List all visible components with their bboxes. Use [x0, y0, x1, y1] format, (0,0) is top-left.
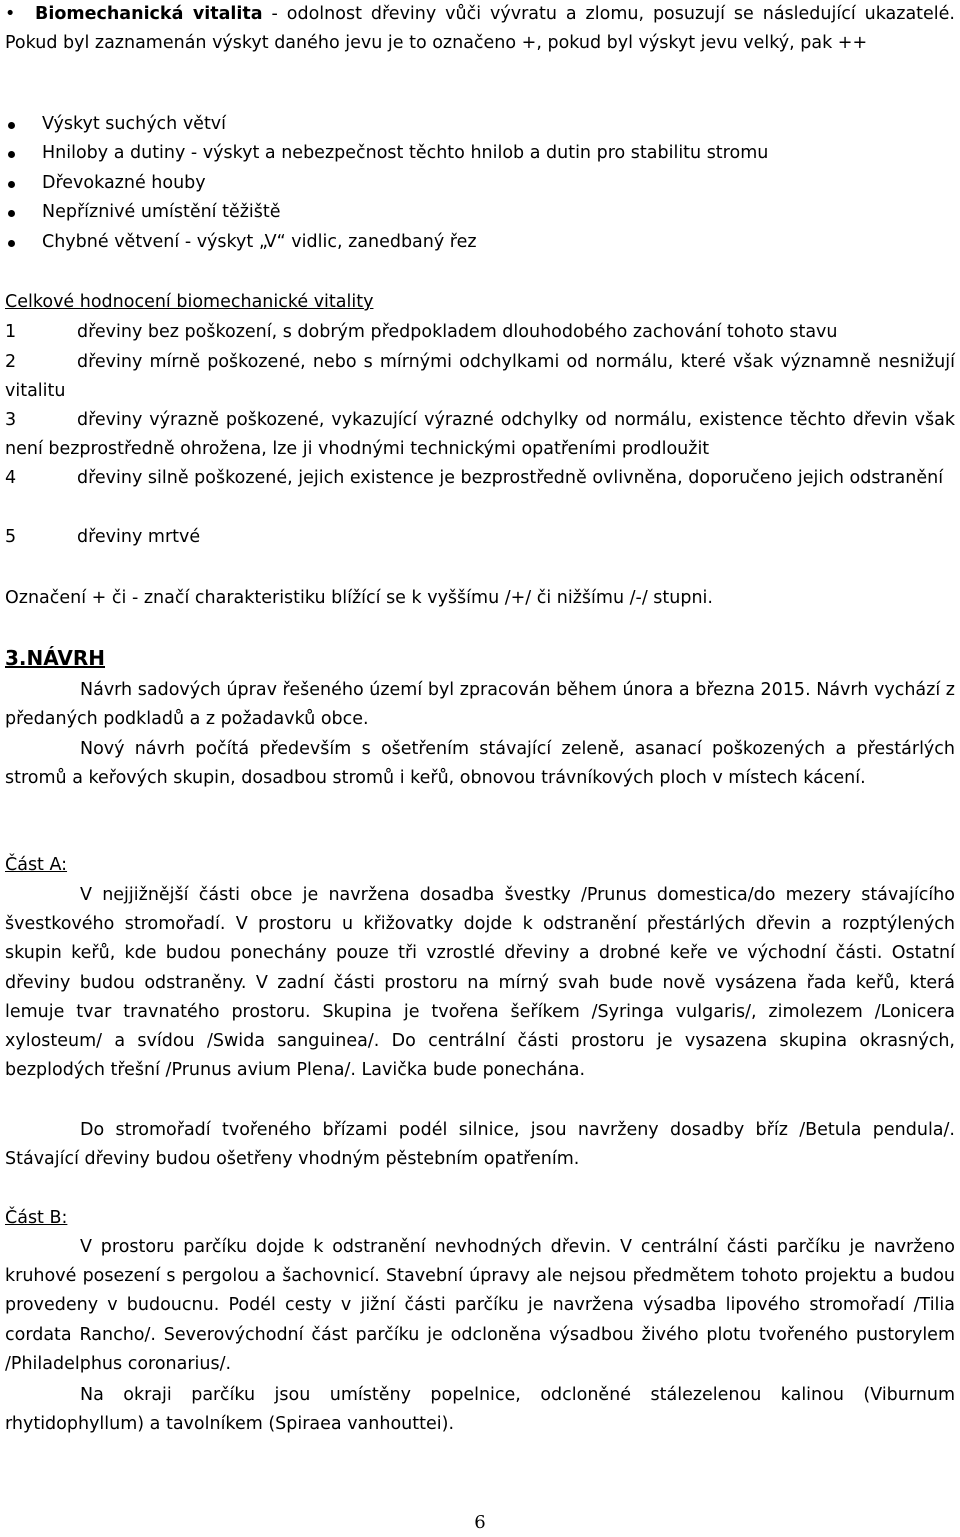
intro-term: Biomechanická vitalita: [35, 4, 263, 24]
list-item: Chybné větvení - výskyt „V“ vidlic, zanedbaný řez: [0, 228, 768, 257]
rating-title: Celkové hodnocení biomechanické vitality: [5, 292, 374, 312]
rating-item-4: 4 dřeviny silně poškozené, jejich existence je bezprostředně ovlivněna, doporučeno jejich odstranění: [5, 468, 944, 488]
part-b-title: Část B:: [5, 1208, 68, 1228]
intro-text: - odolnost dřeviny vůči vývratu a zlomu, posuzují se následující ukazatelé. Pokud byl zaznamenán výskyt daného jevu je to označeno +, pokud byl výskyt jevu velký, pak ++: [5, 4, 955, 54]
rating-item-1: 1 dřeviny bez poškození, s dobrým předpokladem dlouhodobého zachování tohoto stavu: [5, 322, 838, 342]
rating-note: Označení + či - značí charakteristiku blížící se k vyššímu /+/ či nižšímu /-/ stupni.: [5, 588, 713, 608]
rating-item-2: 2 dřeviny mírně poškozené, nebo s mírnými odchylkami od normálu, které však významně nesnižují vitalitu: [5, 352, 955, 402]
bullet-dot: [8, 181, 15, 188]
rating-item-3: 3 dřeviny výrazně poškozené, vykazující výrazné odchylky od normálu, existence těchto dřevin však není bezprostředně ohrožena, lze ji vhodnými technickými opatřeními prodloužit: [5, 410, 955, 460]
bullet-dot: [8, 151, 15, 158]
part-a-paragraph-2: Do stromořadí tvořeného břízami podél silnice, jsou navrženy dosadby bříz /Betula pendula/. Stávající dřeviny budou ošetřeny vhodným pěstebním opatřením.: [5, 1120, 955, 1170]
part-a-paragraph-1: V nejjižnější části obce je navržena dosadba švestky /Prunus domestica/do mezery stávajícího švestkového stromořadí. V prostoru u křižovatky dojde k odstranění přestárlých dřevin a rozptýlených skupin keřů, kde budou ponechány pouze tři vzrostlé dřeviny a drobné keře ve východní části. Ostatní dřeviny budou odstraněny. V zadní části prostoru na mírný svah bude nově vysázena řada keřů, která lemuje tvar travnatého prostoru. Skupina je tvořena šeříkem /Syringa vulgaris/, zimolezem /Lonicera xylosteum/ a svídou /Swida sanguinea/. Do centrální části prostoru je vysazena skupina okrasných, bezplodých třešní /Prunus avium Plena/. Lavička bude ponechána.: [5, 885, 955, 1081]
bullet-dot: [8, 122, 15, 129]
list-item: Nepříznivé umístění těžiště: [0, 198, 768, 227]
rating-item-5: 5 dřeviny mrtvé: [5, 527, 201, 547]
intro-paragraph: [5, 0, 955, 58]
list-item: Výskyt suchých větví: [0, 110, 768, 139]
bullet-dot: •: [5, 4, 16, 24]
section-paragraph-1: Návrh sadových úprav řešeného území byl zpracován během února a března 2015. Návrh vychází z předaných podkladů a z požadavků obce.: [5, 680, 955, 730]
section-paragraph-2: Nový návrh počítá především s ošetřením stávající zeleně, asanací poškozených a přestárlých stromů a keřových skupin, dosadbou stromů i keřů, obnovou trávníkových ploch v místech kácení.: [5, 739, 955, 789]
part-b-paragraph-2: Na okraji parčíku jsou umístěny popelnice, odcloněné stálezelenou kalinou (Viburnum rhytidophyllum) a tavolníkem (Spiraea vanhouttei).: [5, 1385, 955, 1435]
page-number: 6: [474, 1512, 486, 1533]
part-b-paragraph-1: V prostoru parčíku dojde k odstranění nevhodných dřevin. V centrální části parčíku je navrženo kruhové posezení s pergolou a šachovnicí. Stavební úpravy ale nejsou předmětem tohoto projektu a budou provedeny v budoucnu. Podél cesty v jižní části parčíku je navržena výsadba lipového stromořadí /Tilia cordata Rancho/. Severovýchodní část parčíku je odcloněna výsadbou živého plotu tvořeného pustorylem /Philadelphus coronarius/.: [5, 1237, 955, 1374]
bullet-dot: [8, 240, 15, 247]
section-heading: 3.NÁVRH: [5, 646, 105, 670]
part-a-title: Část A:: [5, 855, 68, 875]
list-item: Dřevokazné houby: [0, 169, 768, 198]
bullet-dot: [8, 210, 15, 217]
indicator-list: [0, 110, 768, 257]
list-item: Hniloby a dutiny - výskyt a nebezpečnost těchto hnilob a dutin pro stabilitu stromu: [0, 139, 768, 168]
